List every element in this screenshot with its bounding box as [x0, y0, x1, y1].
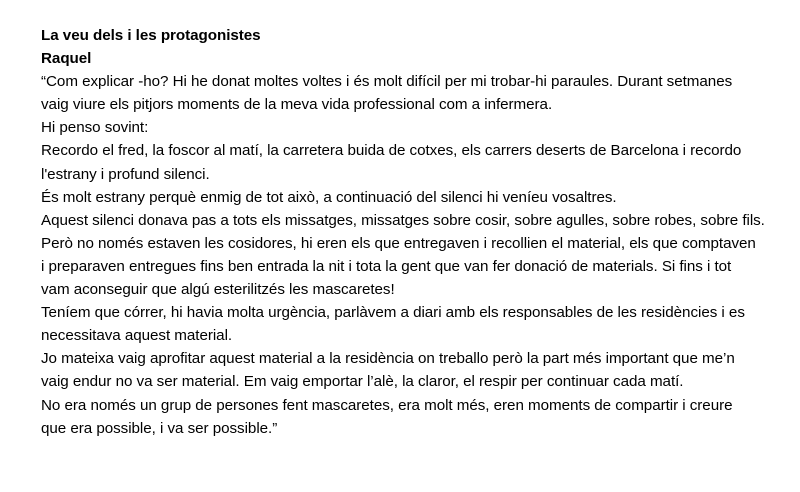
section-heading: La veu dels i les protagonistes	[41, 27, 261, 44]
text-line: És molt estrany perquè enmig de tot això, a continuació del silenci hi veníeu vosaltres.	[41, 188, 617, 206]
text-line: necessitava aquest material.	[41, 327, 233, 345]
text-line: Jo mateixa vaig aprofitar aquest material a la residència on treballo però la part més important que me’n	[41, 350, 735, 368]
text-line: i preparaven entregues fins ben entrada la nit i tota la gent que van fer donació de materials. Si fins i tot	[41, 257, 732, 275]
text-line: l'estrany i profund silenci.	[41, 165, 210, 183]
text-line: que era possible, i va ser possible.”	[41, 419, 278, 437]
text-line: Hi penso sovint:	[41, 119, 149, 137]
text-line: vam aconseguir que algú esterilitzés les mascaretes!	[41, 281, 395, 299]
text-line: Però no només estaven les cosidores, hi eren els que entregaven i recollien el material, els que comptaven	[41, 234, 756, 252]
text-line: Aquest silenci donava pas a tots els missatges, missatges sobre cosir, sobre agulles, sobre robes, sobre fils.	[41, 211, 765, 229]
document-body	[41, 24, 791, 440]
speaker-name: Raquel	[41, 50, 92, 68]
text-line: Teníem que córrer, hi havia molta urgència, parlàvem a diari amb els responsables de les residències i es	[41, 304, 745, 322]
text-line: vaig endur no va ser material. Em vaig emportar l’alè, la claror, el respir per continuar cada matí.	[41, 373, 684, 391]
text-line: “Com explicar -ho? Hi he donat moltes voltes i és molt difícil per mi trobar-hi paraules. Durant setmanes	[41, 73, 733, 91]
text-line: No era només un grup de persones fent mascaretes, era molt més, eren moments de compartir i creure	[41, 396, 733, 414]
text-line: Recordo el fred, la foscor al matí, la carretera buida de cotxes, els carrers deserts de Barcelona i recordo	[41, 142, 742, 160]
text-line: vaig viure els pitjors moments de la meva vida professional com a infermera.	[41, 96, 553, 114]
